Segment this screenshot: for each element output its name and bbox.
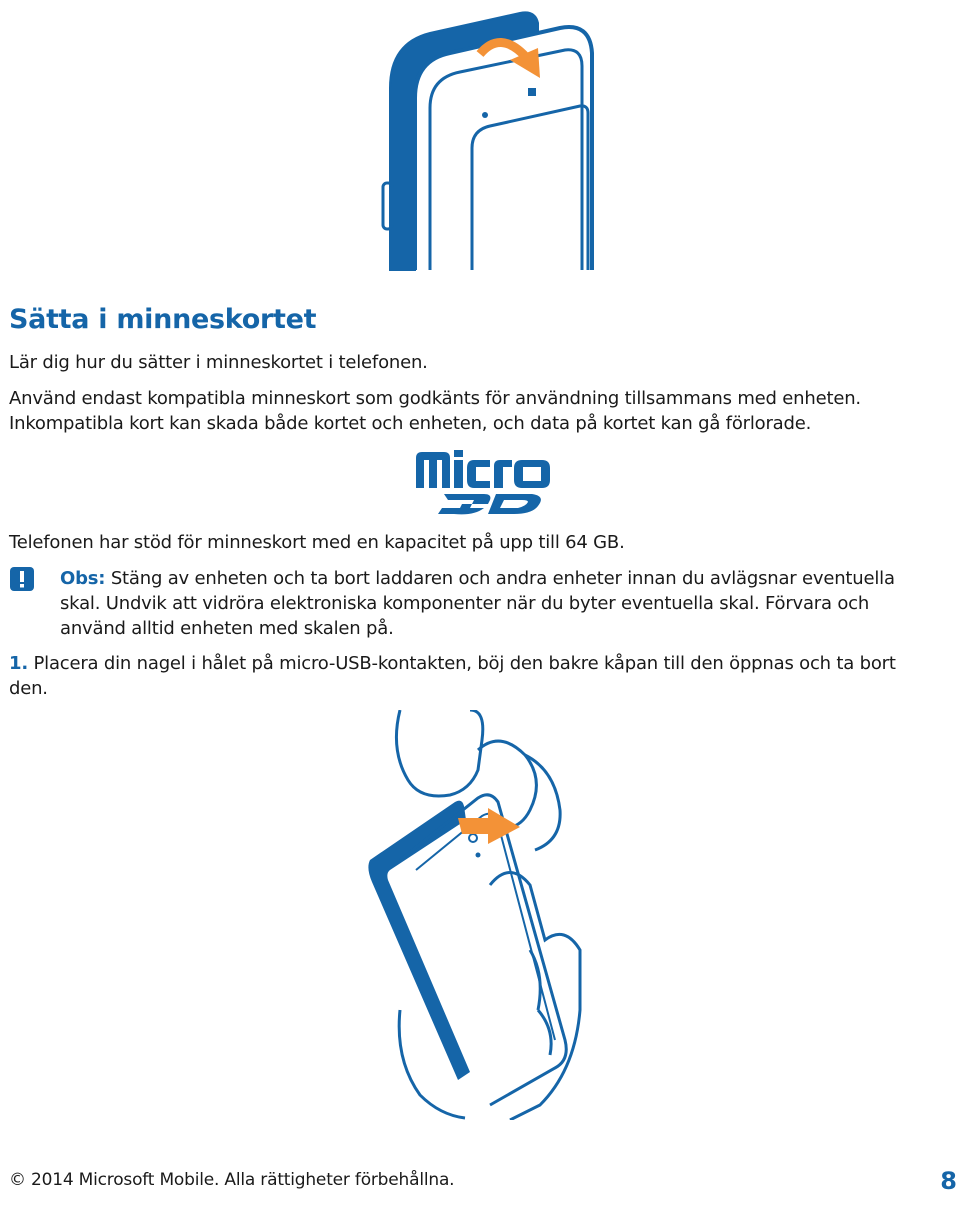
compatibility-line-1: Använd endast kompatibla minneskort som godkänts för användning tillsammans med enheten. — [9, 388, 861, 409]
note-line-3: använd alltid enheten med skalen på. — [60, 618, 394, 639]
step-number: 1. — [9, 653, 28, 674]
note-line-1 — [60, 566, 895, 591]
compatibility-line-2: Inkompatibla kort kan skada både kortet och enheten, och data på kortet kan gå förlorade. — [9, 413, 812, 434]
note-label: Obs: — [60, 568, 106, 589]
note-block — [60, 566, 895, 641]
phone-back-cover-illustration — [360, 8, 600, 272]
note-line-2: skal. Undvik att vidröra elektroniska komponenter när du byter eventuella skal. Förvara och — [60, 593, 870, 614]
step-1-text: Placera din nagel i hålet på micro-USB-kontakten, böj den bakre kåpan till den öppnas och ta bort — [27, 653, 896, 674]
remove-back-cover-illustration — [360, 710, 600, 1120]
capacity-text: Telefonen har stöd för minneskort med en kapacitet på upp till 64 GB. — [9, 532, 625, 553]
section-heading: Sätta i minneskortet — [9, 304, 317, 335]
footer-copyright: © 2014 Microsoft Mobile. Alla rättigheter förbehållna. — [9, 1170, 455, 1190]
microsd-logo — [414, 448, 554, 516]
intro-text: Lär dig hur du sätter i minneskortet i telefonen. — [9, 352, 428, 373]
page-number: 8 — [940, 1167, 957, 1195]
step-1-line-1 — [9, 651, 896, 676]
warning-icon — [10, 567, 34, 591]
note-text-1: Stäng av enheten och ta bort laddaren och andra enheter innan du avlägsnar eventuella — [105, 568, 895, 589]
step-1 — [9, 651, 896, 701]
step-1-line-2: den. — [9, 678, 48, 699]
compatibility-text — [9, 386, 861, 436]
